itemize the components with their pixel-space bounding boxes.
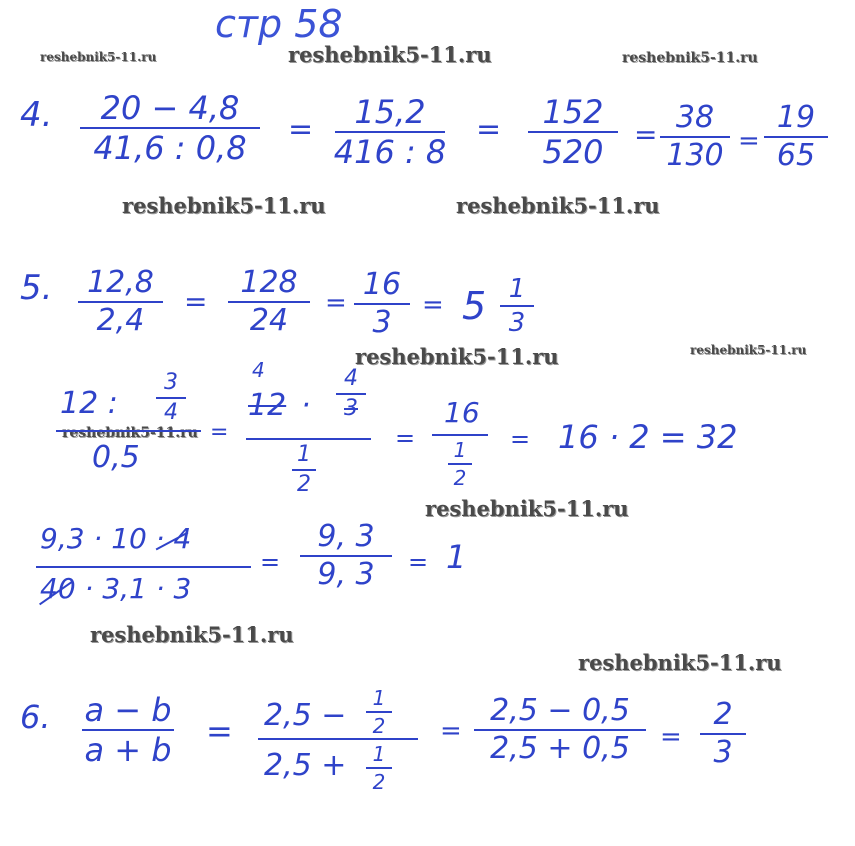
numerator: 16 bbox=[362, 267, 402, 302]
equals-sign: = bbox=[660, 722, 682, 752]
fraction bbox=[660, 100, 730, 173]
denominator: 3 bbox=[713, 735, 733, 770]
numerator: 20 − 4,8 bbox=[100, 89, 240, 127]
denominator: 0,5 bbox=[92, 440, 140, 475]
denominator: 3 bbox=[508, 308, 526, 338]
fraction-bar bbox=[432, 434, 488, 436]
fraction bbox=[292, 444, 316, 496]
numerator: 19 bbox=[776, 100, 816, 135]
numerator-part: 12 : bbox=[60, 386, 118, 421]
fraction-bar bbox=[156, 397, 186, 399]
denominator: 2 bbox=[297, 472, 311, 497]
denominator: 2,5 + 0,5 bbox=[490, 731, 630, 766]
numerator: 1 bbox=[372, 686, 386, 710]
fraction bbox=[764, 100, 828, 173]
denominator: 4 bbox=[164, 400, 178, 425]
fraction bbox=[354, 267, 410, 340]
fraction-bar bbox=[336, 393, 366, 395]
equals-sign: = bbox=[510, 425, 531, 453]
equals-sign: = bbox=[408, 548, 429, 576]
equals-sign: = bbox=[206, 712, 233, 750]
fraction bbox=[80, 89, 260, 167]
denominator: 41,6 : 0,8 bbox=[93, 129, 247, 167]
fraction bbox=[156, 372, 186, 424]
result-expression: 16 · 2 = 32 bbox=[558, 418, 738, 456]
task-number: 4. bbox=[20, 95, 53, 135]
watermark: reshebnik5-11.ru bbox=[288, 42, 492, 67]
complex-fraction bbox=[258, 688, 418, 800]
fraction-bar bbox=[366, 767, 392, 769]
fraction bbox=[500, 276, 534, 336]
complex-fraction-right bbox=[430, 396, 490, 496]
equals-sign: = bbox=[634, 118, 658, 151]
numerator: 4 bbox=[344, 366, 358, 391]
equals-sign: = bbox=[440, 716, 462, 746]
fraction-bar bbox=[56, 430, 201, 432]
denominator: 3 bbox=[344, 396, 358, 421]
fraction bbox=[78, 265, 163, 338]
denominator: 520 bbox=[542, 133, 604, 171]
fraction bbox=[366, 688, 392, 736]
fraction bbox=[474, 693, 646, 766]
product-fraction bbox=[36, 522, 251, 612]
fraction-bar bbox=[258, 738, 418, 740]
fraction bbox=[528, 93, 618, 171]
equals-sign: = bbox=[738, 126, 760, 156]
fraction bbox=[700, 697, 746, 770]
fraction-bar bbox=[36, 566, 251, 568]
denominator: 2 bbox=[372, 770, 386, 794]
numerator: 1 bbox=[453, 438, 467, 462]
fraction-bar bbox=[448, 463, 472, 465]
fraction-bar bbox=[292, 469, 316, 471]
denominator: 3 bbox=[372, 305, 392, 340]
watermark: reshebnik5-11.ru bbox=[62, 425, 198, 441]
fraction-bar bbox=[500, 305, 534, 307]
multiply-dot: · bbox=[301, 388, 311, 423]
watermark: reshebnik5-11.ru bbox=[122, 193, 326, 218]
equals-sign: = bbox=[422, 290, 444, 320]
cancel-result: 4 bbox=[252, 358, 265, 382]
watermark: reshebnik5-11.ru bbox=[40, 50, 157, 64]
numerator: 9, 3 bbox=[317, 519, 375, 554]
numerator-part: 12 bbox=[248, 388, 287, 423]
task-number: 5. bbox=[20, 268, 53, 308]
fraction bbox=[82, 691, 174, 769]
task-number: 6. bbox=[20, 698, 51, 736]
equals-sign: = bbox=[395, 424, 416, 452]
fraction bbox=[448, 440, 472, 488]
equals-sign: = bbox=[260, 548, 281, 576]
fraction bbox=[300, 519, 392, 592]
numerator: 152 bbox=[542, 93, 604, 131]
fraction bbox=[228, 265, 310, 338]
watermark: reshebnik5-11.ru bbox=[90, 622, 294, 647]
numerator: 1 bbox=[372, 742, 386, 766]
watermark: reshebnik5-11.ru bbox=[622, 50, 758, 66]
numerator: 1 bbox=[297, 442, 311, 467]
equals-sign: = bbox=[325, 288, 347, 318]
numerator: 9,3 · 10 · 4 bbox=[40, 522, 192, 555]
equals-sign: = bbox=[210, 420, 229, 445]
fraction bbox=[333, 93, 447, 171]
result-value: 1 bbox=[446, 538, 467, 576]
denominator: 130 bbox=[666, 138, 724, 173]
denominator: 416 : 8 bbox=[333, 133, 447, 171]
watermark: reshebnik5-11.ru bbox=[578, 650, 782, 675]
denominator: 9, 3 bbox=[317, 557, 375, 592]
page-header: стр 58 bbox=[215, 2, 343, 46]
denominator: 24 bbox=[249, 303, 289, 338]
fraction bbox=[336, 368, 366, 420]
numerator: 1 bbox=[508, 274, 526, 304]
complex-fraction-mid bbox=[246, 358, 371, 503]
numerator: 2 bbox=[713, 697, 733, 732]
numerator: a − b bbox=[84, 691, 172, 729]
denominator: 2 bbox=[372, 714, 386, 738]
watermark: reshebnik5-11.ru bbox=[425, 496, 629, 521]
equals-sign: = bbox=[184, 285, 208, 318]
numerator: 3 bbox=[164, 370, 178, 395]
numerator: 12,8 bbox=[87, 265, 154, 300]
numerator: 38 bbox=[675, 100, 715, 135]
denominator: 40 · 3,1 · 3 bbox=[40, 572, 192, 605]
equals-sign: = bbox=[476, 112, 502, 147]
numerator: 15,2 bbox=[354, 93, 426, 131]
watermark: reshebnik5-11.ru bbox=[355, 344, 559, 369]
watermark: reshebnik5-11.ru bbox=[690, 343, 807, 357]
denominator: 2 bbox=[453, 466, 467, 490]
mixed-number-whole: 5 bbox=[462, 284, 487, 328]
numerator: 16 bbox=[444, 396, 480, 429]
denominator: 2,4 bbox=[96, 303, 145, 338]
watermark: reshebnik5-11.ru bbox=[456, 193, 660, 218]
fraction-bar bbox=[246, 438, 371, 440]
numerator-part: 2,5 − bbox=[264, 698, 347, 733]
complex-fraction-left bbox=[56, 372, 201, 482]
fraction-bar bbox=[366, 711, 392, 713]
denominator: 65 bbox=[776, 138, 816, 173]
denominator: a + b bbox=[84, 731, 172, 769]
numerator: 2,5 − 0,5 bbox=[490, 693, 630, 728]
fraction bbox=[366, 744, 392, 792]
equals-sign: = bbox=[288, 112, 314, 147]
denominator-part: 2,5 + bbox=[264, 748, 347, 783]
numerator: 128 bbox=[240, 265, 298, 300]
